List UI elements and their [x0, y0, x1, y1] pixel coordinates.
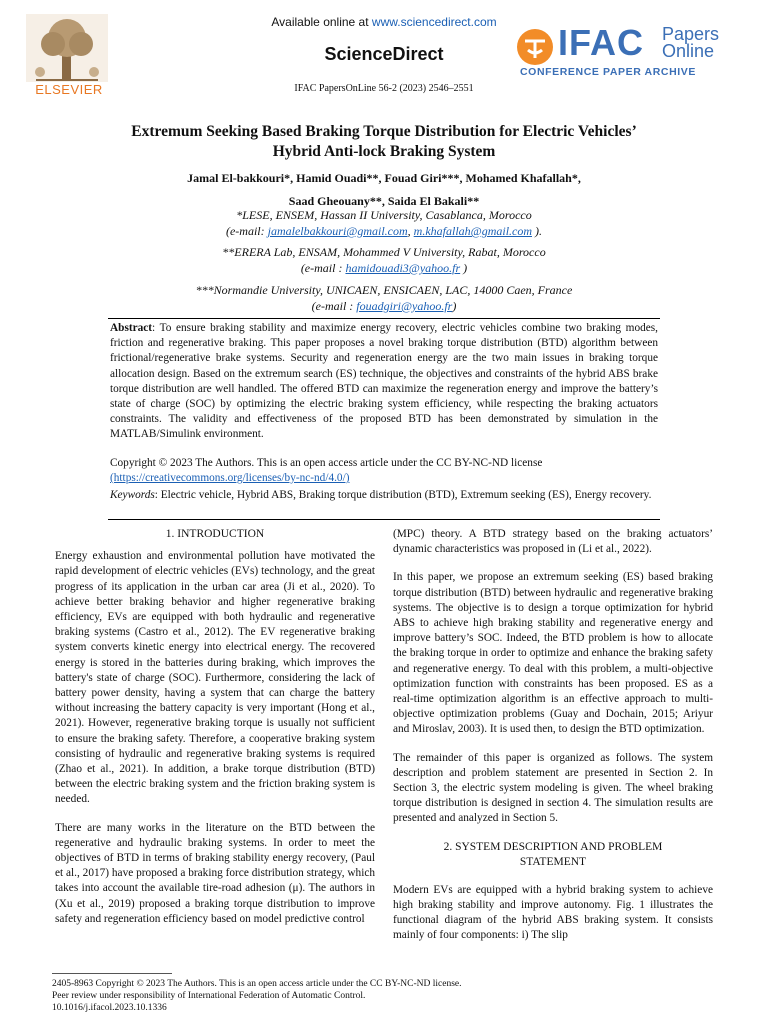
abstract-top-rule	[108, 318, 660, 319]
footer	[52, 978, 462, 1014]
email-separator: ,	[407, 224, 414, 238]
authors-line-2: Saad Gheouany**, Saida El Bakali**	[288, 194, 480, 208]
keywords	[110, 488, 658, 503]
section-heading-system-description	[393, 840, 713, 870]
email-suffix: )	[452, 299, 457, 313]
section-heading-introduction: 1. INTRODUCTION	[165, 528, 265, 540]
paragraph: In this paper, we propose an extremum seeking (ES) based braking torque distribution (BTD) between hydraulic and regenerative braking systems. The objective is to design a torque optimization for hybrid ABS to achieve high braking stability and regenerative energy and improve battery’s SOC. Indeed, the BTD problem is how to allocate the braking torque in order to optimize and enhance the braking safety and regenerative energy. To deal with this problem, a multi-objective optimization function with constraints has been proposed. ES as a real-time optimization algorithm is an effective approach to multi-objective optimization problems (Guay and Dochain, 2015; Ariyur and Miroslav, 2003). It is used then, to design the BTD optimization.	[393, 571, 713, 736]
email-link[interactable]: fouadgiri@yahoo.fr	[356, 299, 453, 313]
affiliation-org: **ERERA Lab, ENSAM, Mohammed V University, Rabat, Morocco	[222, 245, 546, 259]
sciencedirect-link[interactable]: www.sciencedirect.com	[371, 15, 497, 29]
keywords-label: Keywords	[110, 489, 155, 501]
affiliation-org: ***Normandie University, UNICAEN, ENSICAEN, LAC, 14000 Caen, France	[195, 283, 573, 297]
papers-online-mark	[662, 26, 719, 60]
email-prefix: (e-mail:	[225, 224, 268, 238]
online-label: Online	[662, 41, 715, 61]
email-suffix: )	[460, 261, 468, 275]
paragraph: The remainder of this paper is organized as follows. The system description and problem statement are presented in Section 2. In Section 3, the electric system modeling is given. The wheel braking torque distribution is designed in section 4. The simulation results are presented and analyzed in Section 5.	[393, 751, 713, 825]
email-prefix: (e-mail :	[300, 261, 346, 275]
title-line-2: Hybrid Anti-lock Braking System	[272, 143, 496, 160]
right-column	[393, 527, 713, 943]
abstract-label: Abstract	[110, 322, 153, 334]
left-column	[55, 527, 375, 927]
email-link[interactable]: jamalelbakkouri@gmail.com	[267, 224, 408, 238]
affiliation-3	[60, 282, 708, 314]
affiliation-email-line	[60, 298, 708, 314]
paper-title	[60, 122, 708, 162]
copyright-notice	[110, 456, 658, 486]
keywords-text: : Electric vehicle, Hybrid ABS, Braking torque distribution (BTD), Extremum seeking (ES), Energy recovery.	[154, 489, 652, 501]
footer-rule	[52, 973, 172, 974]
abstract-bottom-rule	[108, 519, 660, 520]
authors-line-1: Jamal El-bakkouri*, Hamid Ouadi**, Fouad Giri***, Mohamed Khafallah*,	[187, 171, 581, 185]
footer-copyright: 2405-8963 Copyright © 2023 The Authors. This is an open access article under the CC BY-NC-ND license.	[52, 979, 462, 989]
copyright-text: Copyright © 2023 The Authors. This is an open access article under the CC BY-NC-ND license	[110, 457, 543, 469]
elsevier-wordmark: ELSEVIER	[35, 82, 103, 97]
email-prefix: (e-mail :	[311, 299, 357, 313]
title-line-1: Extremum Seeking Based Braking Torque Distribution for Electric Vehicles’	[131, 123, 637, 140]
affiliation-org: *LESE, ENSEM, Hassan II University, Casablanca, Morocco	[236, 208, 532, 222]
journal-reference: IFAC PapersOnLine 56-2 (2023) 2546–2551	[294, 83, 474, 94]
affiliation-2	[60, 244, 708, 276]
abstract-text: : To ensure braking stability and maximize energy recovery, electric vehicles combine two braking modes, friction and regenerative braking. This paper proposes a novel braking torque distribution (BTD) algorithm between frictional/regenerative brake systems. Security and regeneration energy are the two main issues in braking torque allocation design. Based on the extremum search (ES) technique, the objectives and constraints of the hybrid ABS brake torque distribution are well handled. The offered BTD can maximize the regeneration energy and improve the battery’s state of charge (SOC) by optimizing the electric braking system efficiency, while respecting the braking actuators constraints. The validity and effectiveness of the proposed BTD has been demonstrated by simulation in the MATLAB/Simulink environment.	[110, 322, 658, 441]
section-heading-line: STATEMENT	[519, 855, 587, 868]
paragraph: Energy exhaustion and environmental pollution have motivated the rapid development of electric vehicles (EVs) technology, and the great progress of its application in the urban car area (Ji et al., 2020). To achieve better braking behavior and higher regenerative braking efficiency, EVs are equipped with both hydraulic and regenerative braking systems (Castro et al., 2012). The EV regenerative braking system converts kinetic energy into electrical energy. The recovered energy is stored in the batteries during braking, which improves the battery's state of charge (SOC). Furthermore, considering the lack of battery power density, having a system that can charge the battery without increasing the battery capacity is very important (Hong et al., 2021). However, regenerative braking torque is usually not sufficient to ensure the braking safety. Therefore, a cooperative braking system consisting of hydraulic and regenerative braking systems is required (Zhao et al., 2021). In addition, a brake torque distribution (BTD) between the electric braking system and the friction braking system is needed.	[55, 550, 375, 806]
footer-doi[interactable]: 10.1016/j.ifacol.2023.10.1336	[52, 1003, 167, 1013]
email-suffix: ).	[532, 224, 543, 238]
papers-label: Papers	[662, 24, 720, 44]
author-list	[60, 167, 708, 212]
affiliation-1	[60, 207, 708, 239]
publisher-name: ScienceDirect	[324, 44, 444, 64]
paragraph: Modern EVs are equipped with a hybrid braking system to achieve high braking stability and improve autonomy. Fig. 1 illustrates the functional diagram of the hybrid ABS braking system. It consists mainly of four components: i) The slip	[393, 883, 713, 942]
affiliation-email-line	[60, 260, 708, 276]
affiliation-email-line	[60, 223, 708, 239]
abstract	[110, 321, 658, 443]
footer-peer-review: Peer review under responsibility of International Federation of Automatic Control.	[52, 991, 366, 1001]
email-link[interactable]: m.khafallah@gmail.com	[413, 224, 533, 238]
paragraph: There are many works in the literature on the BTD between the regenerative and hydraulic braking systems. In order to meet the objectives of BTD in terms of braking stability energy recovery, (Paul et al., 2017) have proposed a braking force distribution strategy, which takes into account the available tire-road adhesion (μ). The authors in (Xu et al., 2019) proposed a braking torque distribution to improve safety and regeneration efficiency based on model predictive control	[55, 821, 375, 925]
ifac-wordmark: IFAC	[558, 22, 645, 63]
paragraph: (MPC) theory. A BTD strategy based on the braking actuators’ dynamic characteristics was proposed in (Li et al., 2022).	[393, 528, 713, 556]
conference-archive-label: CONFERENCE PAPER ARCHIVE	[520, 66, 697, 78]
section-heading-line: 2. SYSTEM DESCRIPTION AND PROBLEM	[443, 840, 663, 853]
ifac-emblem-icon	[516, 28, 554, 66]
availability-prefix: Available online at	[271, 15, 372, 29]
email-link[interactable]: hamidouadi3@yahoo.fr	[345, 261, 461, 275]
license-link[interactable]: (https://creativecommons.org/licenses/by-nc-nd/4.0/)	[110, 472, 350, 484]
